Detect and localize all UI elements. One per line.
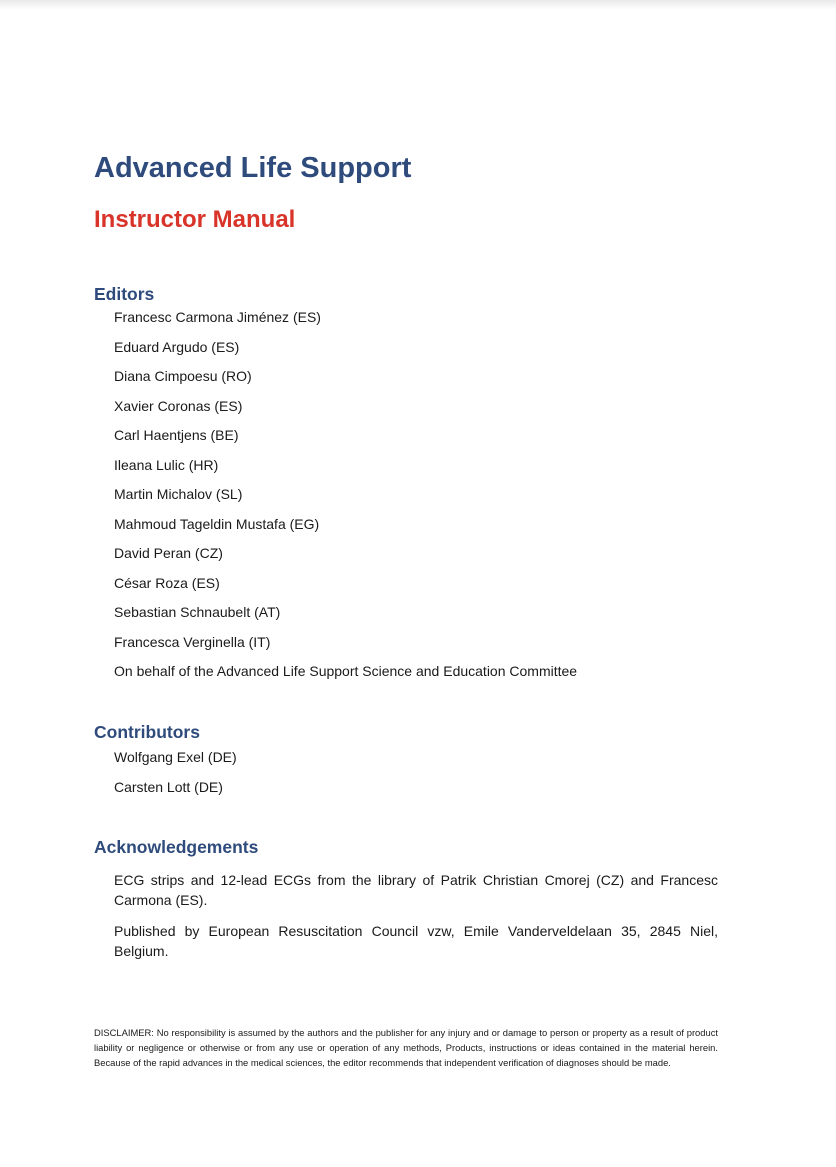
list-item: Diana Cimpoesu (RO)	[114, 368, 252, 384]
contributors-list	[114, 748, 237, 807]
document-title: Advanced Life Support	[94, 152, 412, 184]
contributors-heading: Contributors	[94, 722, 200, 742]
list-item: Wolfgang Exel (DE)	[114, 749, 237, 765]
disclaimer-text: DISCLAIMER: No responsibility is assumed by the authors and the publisher for any injury and or damage to person or property as a result of product liability or negligence or otherwise or from any use or operation of any methods, Products, instructions or ideas contained in the material herein. Because of the rapid advances in the medical sciences, the editor recommends that independent verification of diagnoses should be made.	[94, 1027, 718, 1068]
list-item: Martin Michalov (SL)	[114, 486, 243, 502]
document-subtitle: Instructor Manual	[94, 206, 296, 233]
list-item: On behalf of the Advanced Life Support Science and Education Committee	[114, 663, 578, 679]
acknowledgements-heading: Acknowledgements	[94, 837, 259, 857]
list-item: César Roza (ES)	[114, 574, 220, 591]
list-item: Carl Haentjens (BE)	[114, 427, 239, 443]
page-top-edge	[0, 0, 836, 10]
list-item: Eduard Argudo (ES)	[114, 338, 240, 355]
list-item: Mahmoud Tageldin Mustafa (EG)	[114, 515, 320, 532]
acknowledgement-paragraph: ECG strips and 12-lead ECGs from the library of Patrik Christian Cmorej (CZ) and Francesc Carmona (ES).	[114, 872, 718, 908]
list-item: Ileana Lulic (HR)	[114, 456, 219, 473]
acknowledgement-paragraph: Published by European Resuscitation Council vzw, Emile Vanderveldelaan 35, 2845 Niel, Belgium.	[114, 923, 718, 959]
list-item: Carsten Lott (DE)	[114, 778, 223, 795]
list-item: Xavier Coronas (ES)	[114, 397, 243, 414]
list-item: Francesc Carmona Jiménez (ES)	[114, 309, 321, 325]
list-item: Francesca Verginella (IT)	[114, 633, 271, 650]
editors-list	[114, 308, 577, 692]
editors-heading: Editors	[94, 284, 155, 304]
list-item: Sebastian Schnaubelt (AT)	[114, 604, 281, 620]
list-item: David Peran (CZ)	[114, 545, 223, 561]
